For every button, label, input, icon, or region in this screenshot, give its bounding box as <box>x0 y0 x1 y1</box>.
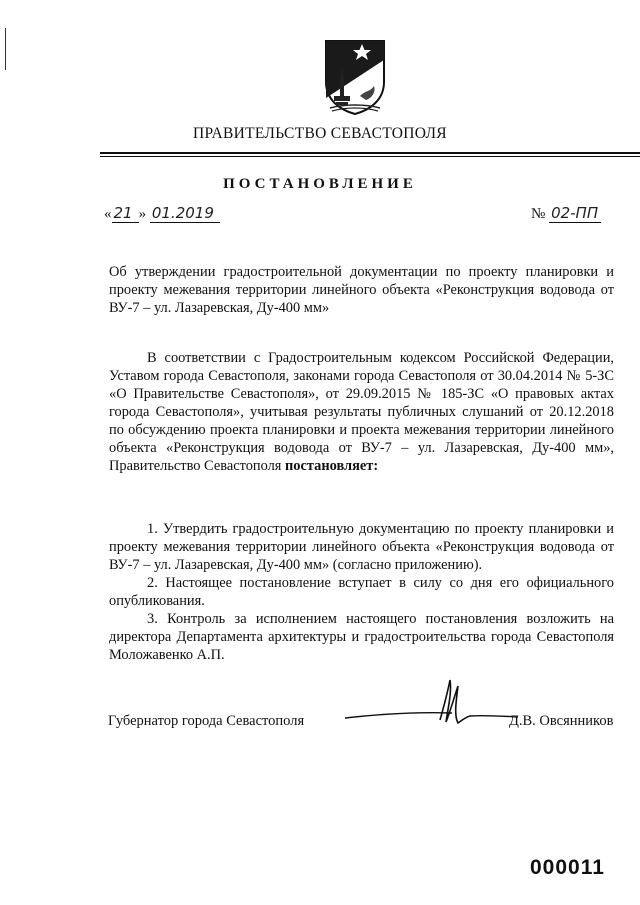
organization-name: ПРАВИТЕЛЬСТВО СЕВАСТОПОЛЯ <box>193 125 447 142</box>
date-close-quote: » <box>138 206 150 222</box>
decree-item: 1. Утвердить градостроительную документацию по проекту планировки и проекту межевания территории линейного объекта «Реконструкция водовода от ВУ-7 – ул. Лазаревская, Ду-400 мм» (согласно приложению). <box>109 521 614 573</box>
date-open-quote: « <box>104 206 112 222</box>
document-number <box>531 204 601 223</box>
scan-artifact-line <box>5 28 6 70</box>
date-month-year: 01.2019 <box>150 204 220 223</box>
serial-number: 000011 <box>530 856 605 879</box>
number-label: № <box>531 206 546 222</box>
decree-word: постановляет: <box>285 458 379 474</box>
preamble-text: В соответствии с Градостроительным кодексом Российской Федерации, Уставом города Севастополя, законами города Севастополя от 30.04.2014 № 5-ЗС «О Правительстве Севастополя», от 29.09.2015 № 185-ЗС «О правовых актах города Севастополя», учитывая результаты публичных слушаний от 20.12.2018 по обсуждению проекта планировки и проекта межевания территории линейного объекта «Реконструкция водовода от ВУ-7 – ул. Лазаревская, Ду-400 мм», Правительство Севастополя <box>109 350 614 474</box>
signatory-title: Губернатор города Севастополя <box>108 713 305 729</box>
preamble-paragraph <box>109 349 614 475</box>
signatory-name: Д.В. Овсянников <box>509 713 614 729</box>
decree-item: 3. Контроль за исполнением настоящего постановления возложить на директора Департамента архитектуры и градостроительства города Севастополя Моложавенко А.П. <box>109 611 614 663</box>
header-rule-thick <box>100 152 640 154</box>
decree-item: 2. Настоящее постановление вступает в силу со дня его официального опубликования. <box>109 575 614 609</box>
coat-of-arms-icon <box>322 38 388 116</box>
handwritten-signature-icon <box>340 676 525 736</box>
document-subject: Об утверждении градостроительной документации по проекту планировки и проекту межевания территории линейного объекта «Реконструкция водовода от ВУ-7 – ул. Лазаревская, Ду-400 мм» <box>109 264 614 316</box>
date-day: 21 <box>112 204 139 223</box>
number-value: 02-ПП <box>549 204 601 223</box>
document-type-title: ПОСТАНОВЛЕНИЕ <box>223 176 417 192</box>
document-date <box>104 204 220 223</box>
decree-items <box>109 520 614 664</box>
header-rule-thin <box>100 156 640 157</box>
